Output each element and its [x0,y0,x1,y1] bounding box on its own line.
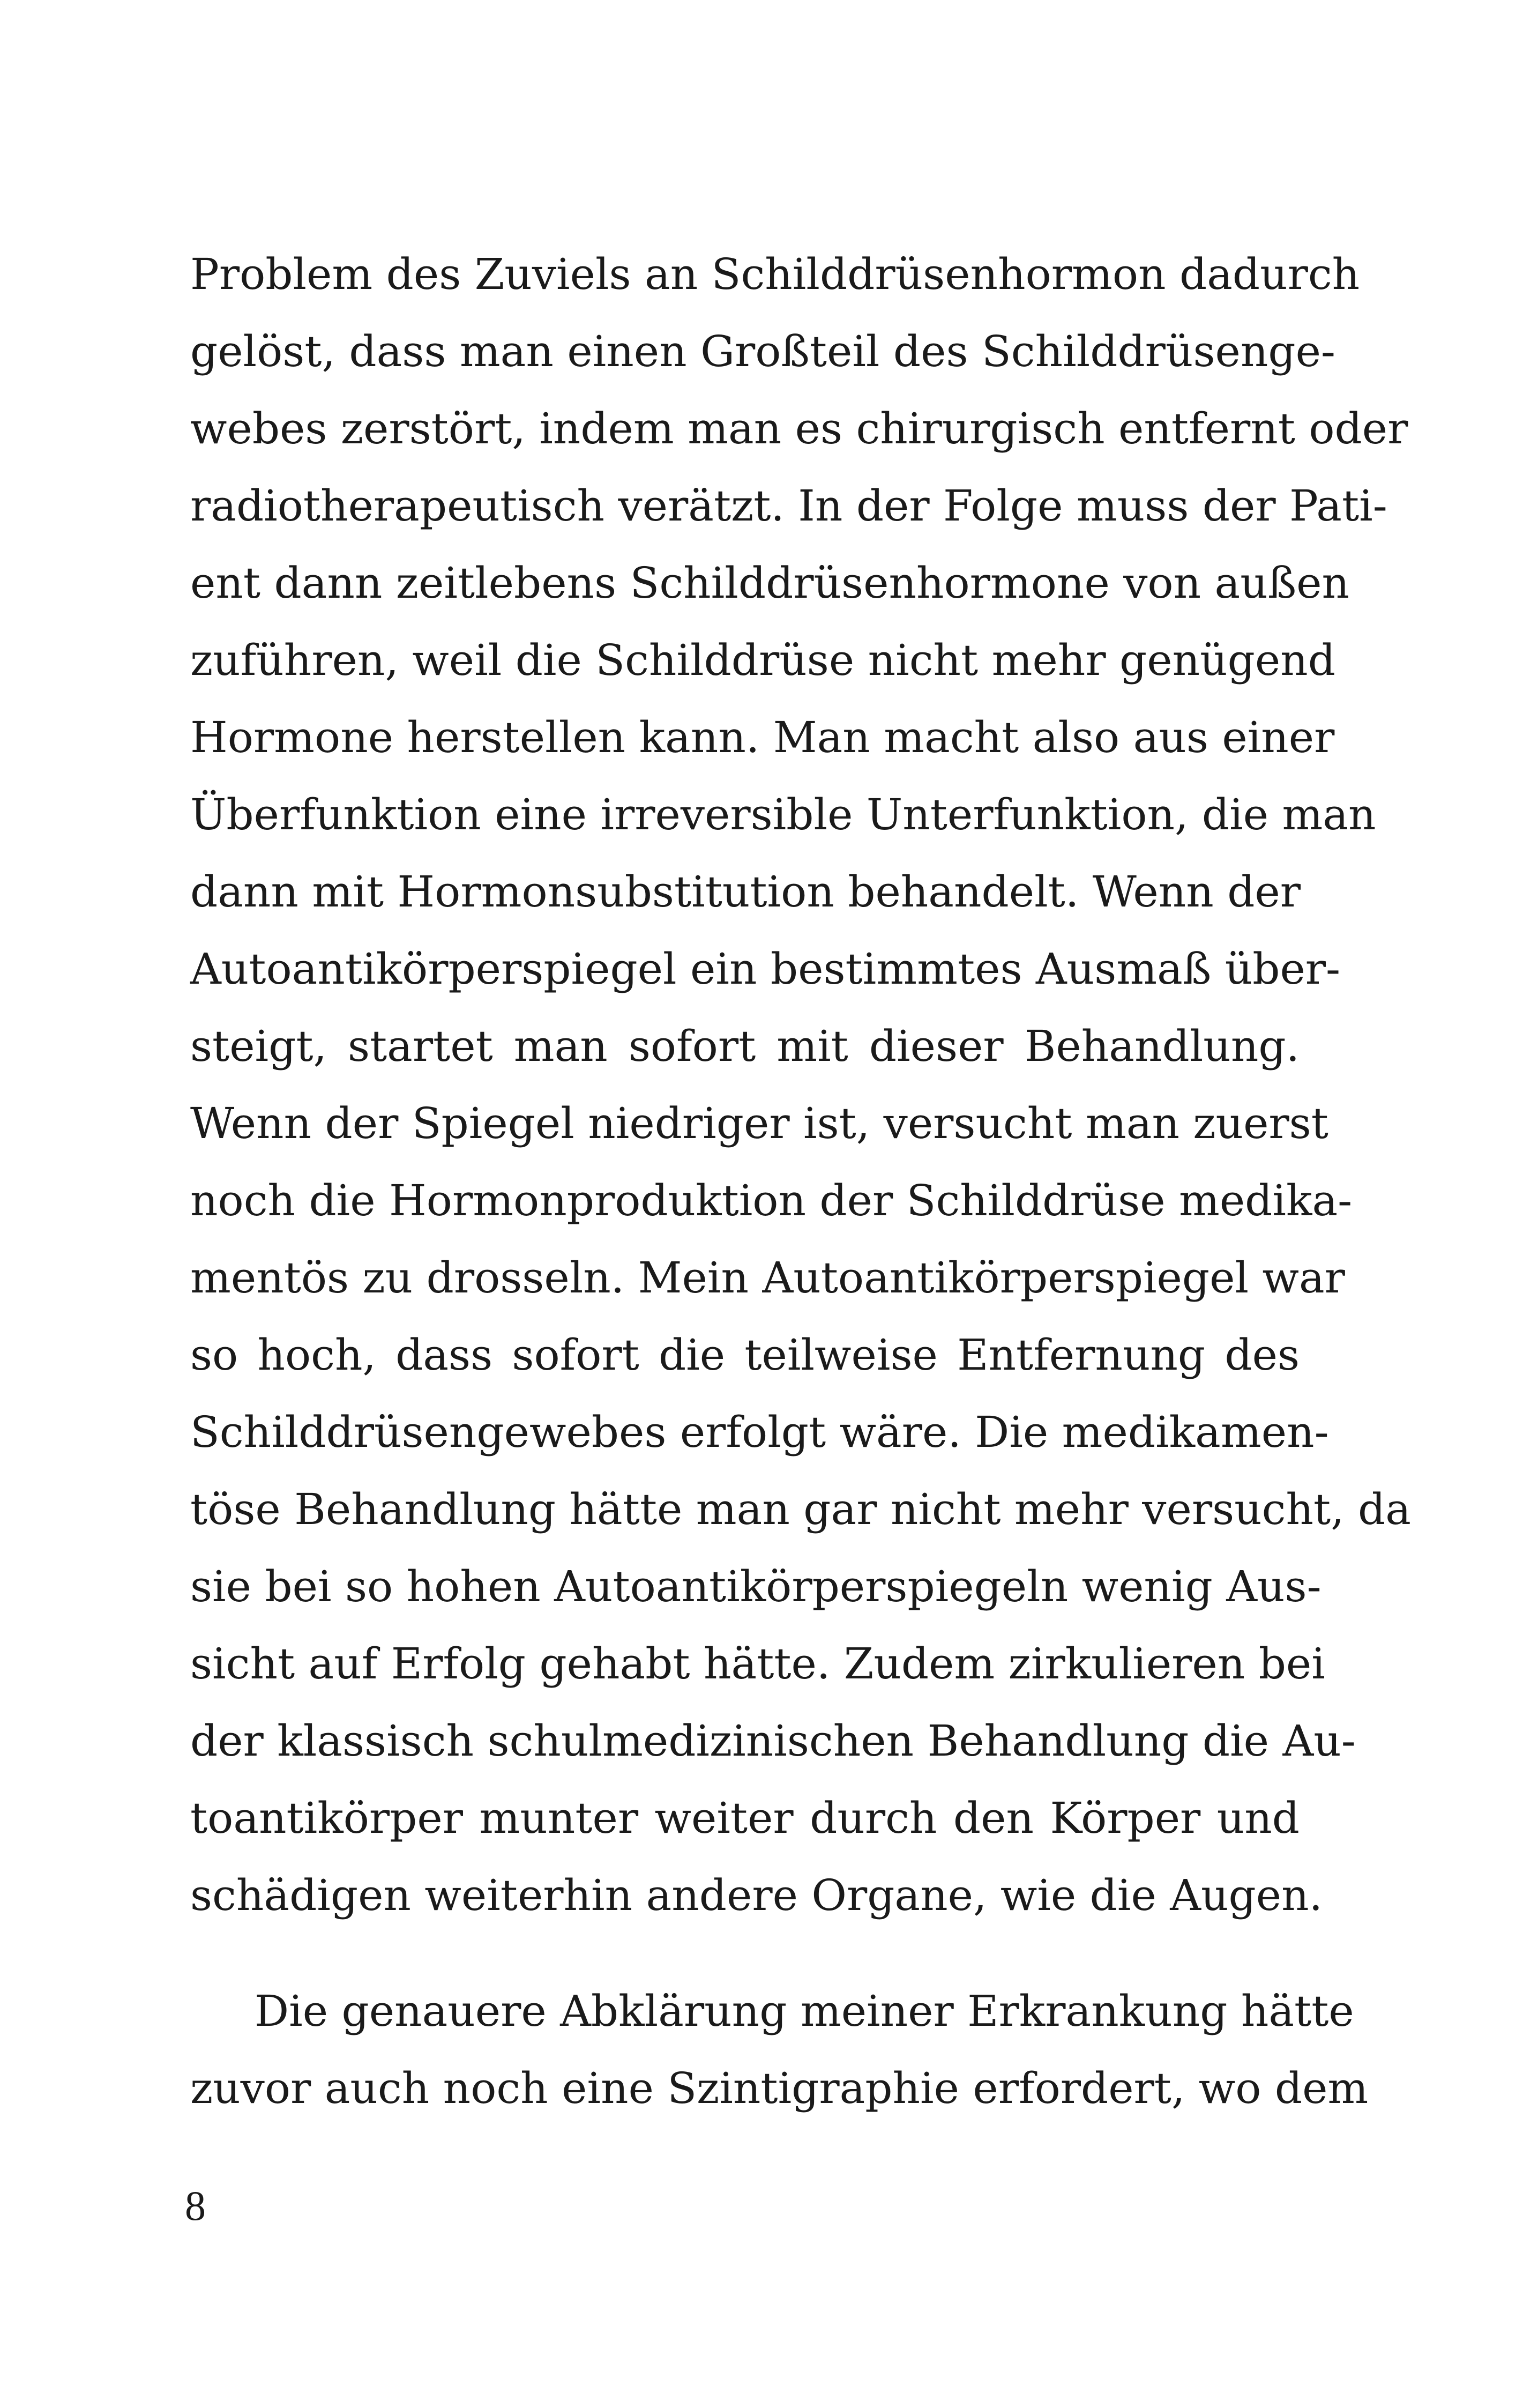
text-line: ent dann zeitlebens Schilddrüsenhormone von außen [190,558,1350,608]
text-line: sie bei so hohen Autoantikörperspiegeln wenig Aus- [190,1562,1322,1611]
text-line: toantikörper munter weiter durch den Körper und [190,1793,1300,1843]
text-line: noch die Hormonproduktion der Schilddrüse medika- [190,1176,1353,1225]
text-line: schädigen weiterhin andere Organe, wie die Augen. [190,1870,1323,1920]
text-line: gelöst, dass man einen Großteil des Schilddrüsenge- [190,326,1335,376]
text-line: dann mit Hormonsubstitution behandelt. Wenn der [190,867,1301,917]
text-line: töse Behandlung hätte man gar nicht mehr versucht, da [190,1484,1411,1534]
text-line: Schilddrüsengewebes erfolgt wäre. Die medikamen- [190,1407,1329,1457]
text-line: Überfunktion eine irreversible Unterfunktion, die man [190,790,1376,839]
text-line: zuführen, weil die Schilddrüse nicht mehr genügend [190,635,1335,685]
text-line: steigt, startet man sofort mit dieser Behandlung. [190,1021,1300,1071]
text-line: Autoantikörperspiegel ein bestimmtes Ausmaß über- [190,944,1341,994]
text-line: radiotherapeutisch verätzt. In der Folge muss der Pati- [190,481,1387,531]
text-line: der klassisch schulmedizinischen Behandlung die Au- [190,1716,1356,1766]
text-line: mentös zu drosseln. Mein Autoantikörperspiegel war [190,1253,1345,1303]
page-number: 8 [185,2182,206,2229]
text-line: Wenn der Spiegel niedriger ist, versucht man zuerst [190,1098,1328,1148]
text-line: sicht auf Erfolg gehabt hätte. Zudem zirkulieren bei [190,1639,1325,1689]
text-line: Problem des Zuviels an Schilddrüsenhormon dadurch [190,249,1360,299]
text-line: Die genauere Abklärung meiner Erkrankung hätte [255,1986,1354,2036]
paragraph-1 [190,236,1411,1934]
paragraph-gap [190,1934,1300,1973]
paragraph-2 [190,1973,1369,2127]
text-line: webes zerstört, indem man es chirurgisch entfernt oder [190,404,1408,454]
body-text [190,236,1411,2127]
text-line: Hormone herstellen kann. Man macht also aus einer [190,712,1335,762]
text-line: so hoch, dass sofort die teilweise Entfernung des [190,1330,1300,1380]
text-line: zuvor auch noch eine Szintigraphie erfordert, wo dem [190,2063,1369,2113]
